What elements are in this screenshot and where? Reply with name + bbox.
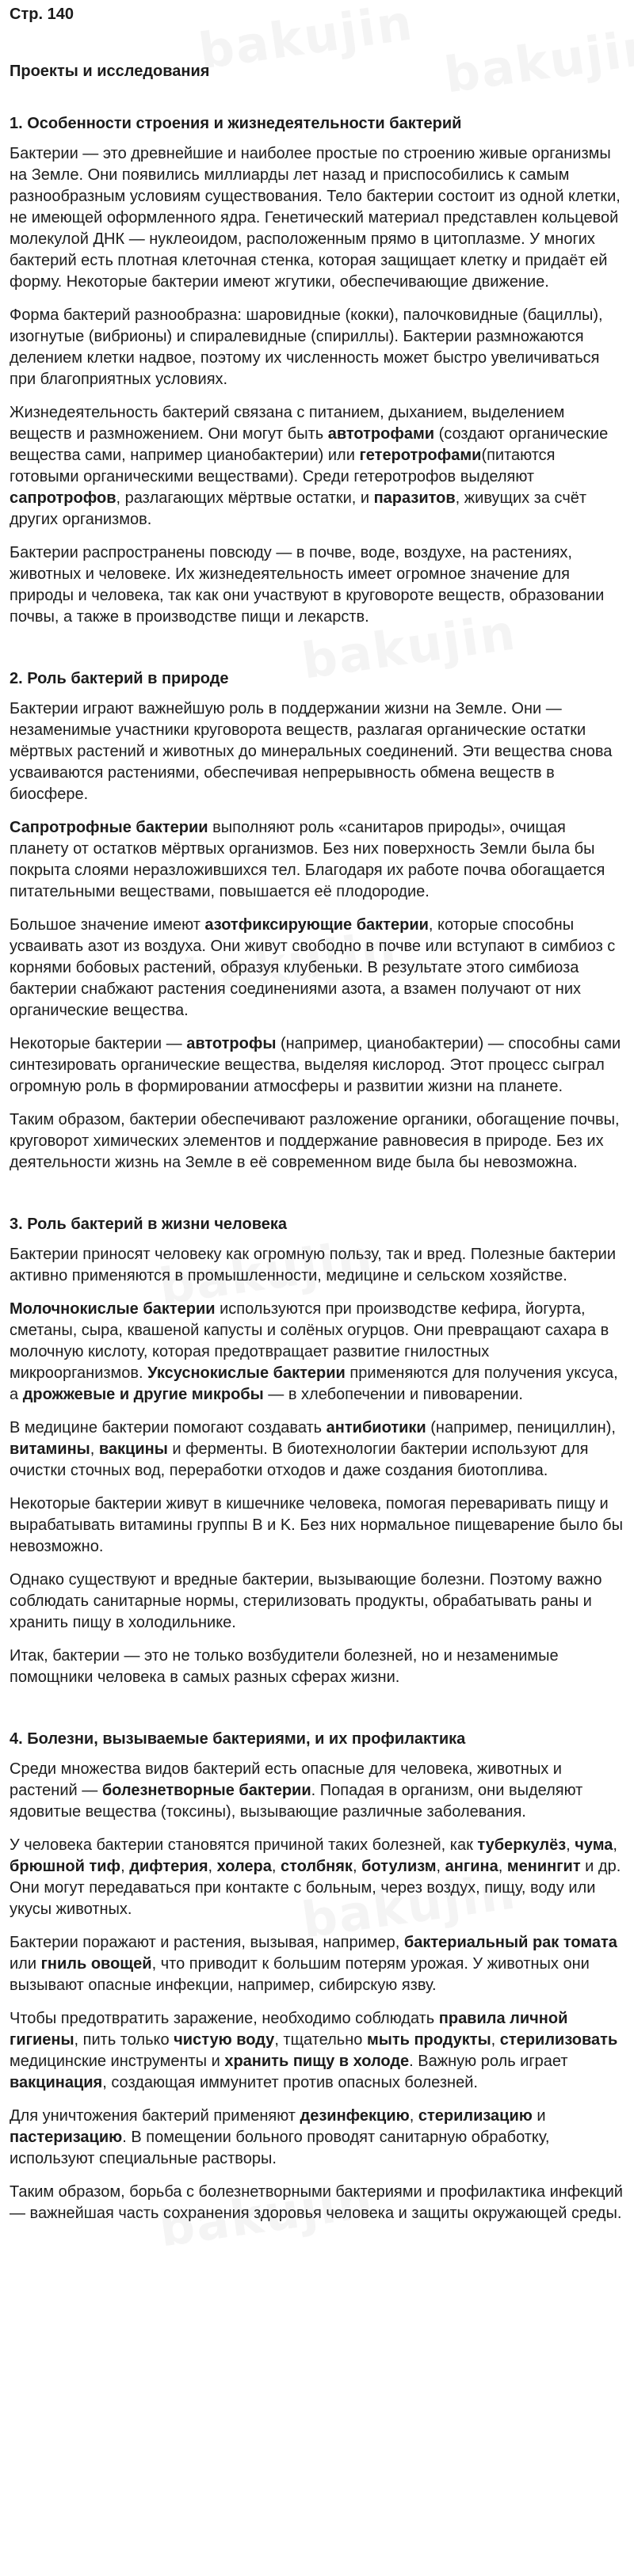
paragraph bbox=[10, 698, 624, 805]
text-run: Бактерии приносят человеку как огромную пользу, так и вред. Полезные бактерии активно применяются в промышленности, медицине и сельском хозяйстве. bbox=[10, 1246, 616, 1284]
text-run: (например, пенициллин), bbox=[426, 1419, 616, 1436]
text-run: и bbox=[532, 2107, 546, 2125]
text-run: , bbox=[208, 1858, 217, 1875]
text-run: Некоторые бактерии — bbox=[10, 1035, 187, 1052]
text-run: медицинские инструменты и bbox=[10, 2053, 225, 2070]
text-run: (создают органические вещества сами, например цианобактерии) или bbox=[10, 425, 609, 464]
bold-term: вакцинация bbox=[10, 2074, 103, 2091]
text-run: , bbox=[90, 1440, 99, 1458]
text-run: Чтобы предотвратить заражение, необходимо соблюдать bbox=[10, 2010, 439, 2027]
paragraph bbox=[10, 1033, 624, 1098]
text-run: Бактерии играют важнейшую роль в поддержании жизни на Земле. Они — незаменимые участники круговорота веществ, разлагая органические остатки мёртвых растений и животных до минеральных соединений. Эти вещества снова усваиваются растениями, обеспечивая непрерывность обмена веществ в биосфере. bbox=[10, 700, 613, 803]
bold-term: витамины bbox=[10, 1440, 90, 1458]
text-run: , тщательно bbox=[274, 2031, 367, 2049]
text-run: . Важную роль играет bbox=[409, 2053, 568, 2070]
text-run: Форма бактерий разнообразна: шаровидные (кокки), палочковидные (бациллы), изогнутые (вибрионы) и спиралевидные (спириллы). Бактерии размножаются делением клетки надвое, поэтому их численность может быстро увеличиваться при благоприятных условиях. bbox=[10, 306, 603, 388]
bold-term: болезнетворные бактерии bbox=[101, 1782, 311, 1799]
text-run: (например, цианобактерии) — способны сами синтезировать органические вещества, выделяя кислород. Этот процесс сыграл огромную роль в формировании атмосферы и развитии жизни на планете. bbox=[10, 1035, 621, 1095]
paragraph bbox=[10, 1493, 624, 1558]
text-run: , bbox=[120, 1858, 130, 1875]
bold-term: ботулизм bbox=[361, 1858, 437, 1875]
paragraph bbox=[10, 1759, 624, 1823]
bold-term: дрожжевые и другие микробы bbox=[22, 1386, 264, 1403]
text-run: Таким образом, бактерии обеспечивают разложение органики, обогащение почвы, круговорот химических элементов и поддержание равновесия в природе. Без их деятельности жизнь на Земле в её современном виде была бы невозможна. bbox=[10, 1111, 620, 1171]
bold-term: холера bbox=[216, 1858, 272, 1875]
bold-term: столбняк bbox=[281, 1858, 353, 1875]
section-heading: 2. Роль бактерий в природе bbox=[10, 670, 229, 687]
bold-term: сапротрофов bbox=[10, 489, 116, 507]
text-run: Большое значение имеют bbox=[10, 916, 205, 934]
text-run: применяются для получения уксуса, а bbox=[10, 1364, 618, 1403]
text-run: , bbox=[436, 1858, 445, 1875]
bold-term: правила личной гигиены bbox=[10, 2010, 568, 2049]
bold-term: дезинфекцию bbox=[300, 2107, 410, 2125]
paragraph bbox=[10, 402, 624, 531]
paragraph bbox=[10, 915, 624, 1022]
text-run: Бактерии поражают и растения, вызывая, например, bbox=[10, 1934, 404, 1951]
bold-term: автотрофами bbox=[327, 425, 435, 443]
bold-term: гетеротрофами bbox=[359, 447, 482, 464]
bold-term: вакцины bbox=[98, 1440, 168, 1458]
text-run: , bbox=[491, 2031, 500, 2049]
text-run: У человека бактерии становятся причиной таких болезней, как bbox=[10, 1836, 478, 1854]
paragraph bbox=[10, 1835, 624, 1920]
page-number: Стр. 140 bbox=[10, 6, 74, 23]
bold-term: туберкулёз bbox=[477, 1836, 567, 1854]
text-run: . В помещении больного проводят санитарную обработку, используют специальные растворы. bbox=[10, 2129, 550, 2167]
bold-term: Молочнокислые бактерии bbox=[10, 1300, 216, 1318]
text-run: , bbox=[613, 1836, 617, 1854]
text-run: Для уничтожения бактерий применяют bbox=[10, 2107, 300, 2125]
text-run: или bbox=[10, 1955, 41, 1973]
bold-term: стерилизацию bbox=[418, 2107, 533, 2125]
text-run: , пить только bbox=[74, 2031, 174, 2049]
section-heading: 1. Особенности строения и жизнедеятельности бактерий bbox=[10, 115, 462, 132]
bold-term: брюшной тиф bbox=[10, 1858, 121, 1875]
bold-term: гниль овощей bbox=[40, 1955, 152, 1973]
text-run: Среди множества видов бактерий есть опасные для человека, животных и растений — bbox=[10, 1760, 562, 1799]
text-run: В медицине бактерии помогают создавать bbox=[10, 1419, 327, 1436]
bold-term: Уксуснокислые бактерии bbox=[147, 1364, 346, 1382]
page-section-title: Проекты и исследования bbox=[10, 63, 210, 80]
bold-term: Сапротрофные бактерии bbox=[10, 819, 208, 836]
bold-term: азотфиксирующие бактерии bbox=[204, 916, 429, 934]
text-run: используются при производстве кефира, йогурта, сметаны, сыра, квашеной капусты и солёных огурцов. Они превращают сахара в молочную кислоту, которая предотвращает развитие гнилостных микроорганизмов. bbox=[10, 1300, 609, 1382]
text-run: Таким образом, борьба с болезнетворными бактериями и профилактика инфекций — важнейшая часть сохранения здоровья человека и защиты окружающей среды. bbox=[10, 2183, 623, 2222]
text-run: , что приводит к большим потерям урожая. У животных они вызывают опасные инфекции, например, сибирскую язву. bbox=[10, 1955, 590, 1994]
paragraph bbox=[10, 1299, 624, 1406]
bold-term: менингит bbox=[506, 1858, 581, 1875]
text-run: , создающая иммунитет против опасных болезней. bbox=[102, 2074, 478, 2091]
paragraph bbox=[10, 2182, 624, 2224]
text-run: , bbox=[409, 2107, 418, 2125]
bold-term: ангина bbox=[445, 1858, 498, 1875]
text-run: Бактерии распространены повсюду — в почве, воде, воздухе, на растениях, животных и человеке. Их жизнедеятельность имеет огромное значение для природы и человека, так как они участвуют в круговороте веществ, образовании почвы, а также в производстве пищи и лекарств. bbox=[10, 544, 605, 626]
text-run: , bbox=[352, 1858, 362, 1875]
bold-term: дифтерия bbox=[129, 1858, 208, 1875]
bold-term: паразитов bbox=[373, 489, 456, 507]
text-run: Однако существуют и вредные бактерии, вызывающие болезни. Поэтому важно соблюдать санитарные нормы, стерилизовать продукты, обрабатывать раны и хранить пищу в холодильнике. bbox=[10, 1571, 602, 1631]
text-run: выполняют роль «санитаров природы», очищая планету от остатков мёртвых организмов. Без них поверхность Земли была бы покрыта слоями неразложившихся тел. Благодаря их работе почва обогащается питательными веществами, повышается её плодородие. bbox=[10, 819, 605, 900]
text-run: , которые способны усваивать азот из воздуха. Они живут свободно в почве или вступают в симбиоз с корнями бобовых растений, образуя клубеньки. В результате этого симбиоза бактерии снабжают растения соединениями азота, а взамен получают от них органические вещества. bbox=[10, 916, 616, 1019]
paragraph bbox=[10, 2106, 624, 2170]
text-run: , bbox=[498, 1858, 507, 1875]
text-run: и ферменты. В биотехнологии бактерии используют для очистки сточных вод, переработки отходов и даже создания биотоплива. bbox=[10, 1440, 589, 1479]
text-run: , живущих за счёт других организмов. bbox=[10, 489, 587, 528]
text-run: Бактерии — это древнейшие и наиболее простые по строению живые организмы на Земле. Они появились миллиарды лет назад и приспособились к самым разнообразным условиям существования. Тело бактерии состоит из одной клетки, не имеющей оформленного ядра. Генетический материал представлен кольцевой молекулой ДНК — нуклеоидом, расположенным прямо в цитоплазме. У многих бактерий есть плотная клеточная стенка, которая защищает клетку и придаёт ей форму. Некоторые бактерии имеют жгутики, обеспечивающие движение. bbox=[10, 145, 621, 291]
paragraph bbox=[10, 1417, 624, 1482]
bold-term: автотрофы bbox=[186, 1035, 277, 1052]
bold-term: пастеризацию bbox=[10, 2129, 123, 2146]
paragraph bbox=[10, 542, 624, 628]
text-run: . Попадая в организм, они выделяют ядовитые вещества (токсины), вызывающие различные заболевания. bbox=[10, 1782, 583, 1821]
text-run: Итак, бактерии — это не только возбудители болезней, но и незаменимые помощники человека в самых разных сферах жизни. bbox=[10, 1647, 559, 1686]
bold-term: хранить пищу в холоде bbox=[224, 2053, 410, 2070]
paragraph bbox=[10, 1932, 624, 1996]
paragraph bbox=[10, 2008, 624, 2094]
bold-term: чума bbox=[575, 1836, 613, 1854]
paragraph bbox=[10, 1109, 624, 1174]
paragraph bbox=[10, 1646, 624, 1688]
paragraph bbox=[10, 143, 624, 293]
bold-term: чистую воду bbox=[174, 2031, 275, 2049]
bold-term: бактериальный рак томата bbox=[403, 1934, 617, 1951]
paragraph bbox=[10, 305, 624, 390]
text-run: — в хлебопечении и пивоварении. bbox=[263, 1386, 523, 1403]
text-run: (питаются готовыми органическими веществами). Среди гетеротрофов выделяют bbox=[10, 447, 556, 485]
paragraph bbox=[10, 817, 624, 903]
section-heading: 4. Болезни, вызываемые бактериями, и их профилактика bbox=[10, 1730, 466, 1748]
section-heading: 3. Роль бактерий в жизни человека bbox=[10, 1216, 287, 1233]
bold-term: стерилизовать bbox=[499, 2031, 618, 2049]
text-run: , bbox=[271, 1858, 281, 1875]
text-run: , bbox=[566, 1836, 575, 1854]
text-run: и др. Они могут передаваться при контакте с больным, через воздух, пищу, воду или укусы животных. bbox=[10, 1858, 621, 1918]
bold-term: мыть продукты bbox=[366, 2031, 491, 2049]
text-run: , разлагающих мёртвые остатки, и bbox=[116, 489, 374, 507]
text-run: Жизнедеятельность бактерий связана с питанием, дыханием, выделением веществ и размножением. Они могут быть bbox=[10, 404, 565, 443]
paragraph bbox=[10, 1244, 624, 1287]
text-run: Некоторые бактерии живут в кишечнике человека, помогая переваривать пищу и вырабатывать витамины группы B и K. Без них нормальное пищеварение было бы невозможно. bbox=[10, 1495, 623, 1555]
sections-container bbox=[10, 114, 624, 2224]
paragraph bbox=[10, 1570, 624, 1634]
bold-term: антибиотики bbox=[326, 1419, 426, 1436]
watermark bbox=[441, 17, 634, 104]
